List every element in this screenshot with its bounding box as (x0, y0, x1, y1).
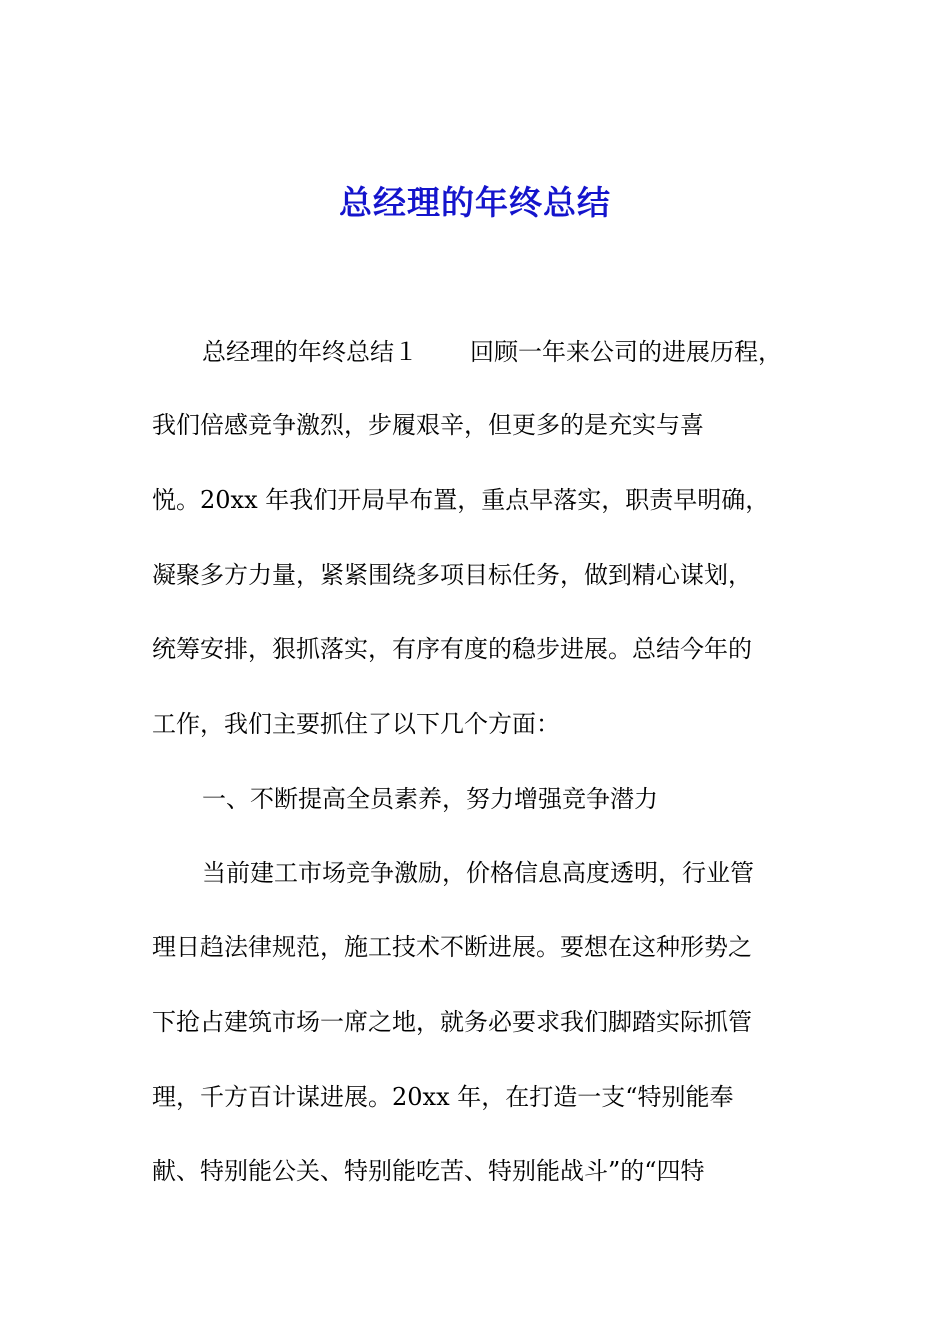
paragraph-line-3: 悦。20xx 年我们开局早布置，重点早落实，职责早明确， (152, 486, 770, 514)
section-heading-inline: 总经理的年终总结１ (202, 338, 418, 366)
paragraph-line-10: 下抢占建筑市场一席之地，就务必要求我们脚踏实际抓管 (152, 1008, 752, 1036)
paragraph-line-5: 统筹安排，狠抓落实，有序有度的稳步进展。总结今年的 (152, 635, 752, 663)
paragraph-line-11: 理，千方百计谋进展。20xx 年，在打造一支“特别能奉 (152, 1083, 734, 1111)
paragraph-line-4: 凝聚多方力量，紧紧围绕多项目标任务，做到精心谋划， (152, 561, 752, 589)
paragraph-line-8: 当前建工市场竞争激励，价格信息高度透明，行业管 (202, 859, 754, 887)
paragraph-line-6: 工作，我们主要抓住了以下几个方面： (152, 710, 560, 738)
section-heading: 一、不断提高全员素养，努力增强竞争潜力 (202, 785, 658, 813)
paragraph-text: 回顾一年来公司的进展历程， (470, 338, 782, 366)
document-title: 总经理的年终总结 (339, 183, 611, 222)
paragraph-line-12: 献、特别能公关、特别能吃苦、特别能战斗”的“四特 (152, 1157, 705, 1185)
paragraph-line-9: 理日趋法律规范，施工技术不断进展。要想在这种形势之 (152, 933, 752, 961)
paragraph-line-1 (202, 334, 862, 370)
paragraph-line-2: 我们倍感竞争激烈，步履艰辛，但更多的是充实与喜 (152, 411, 704, 439)
